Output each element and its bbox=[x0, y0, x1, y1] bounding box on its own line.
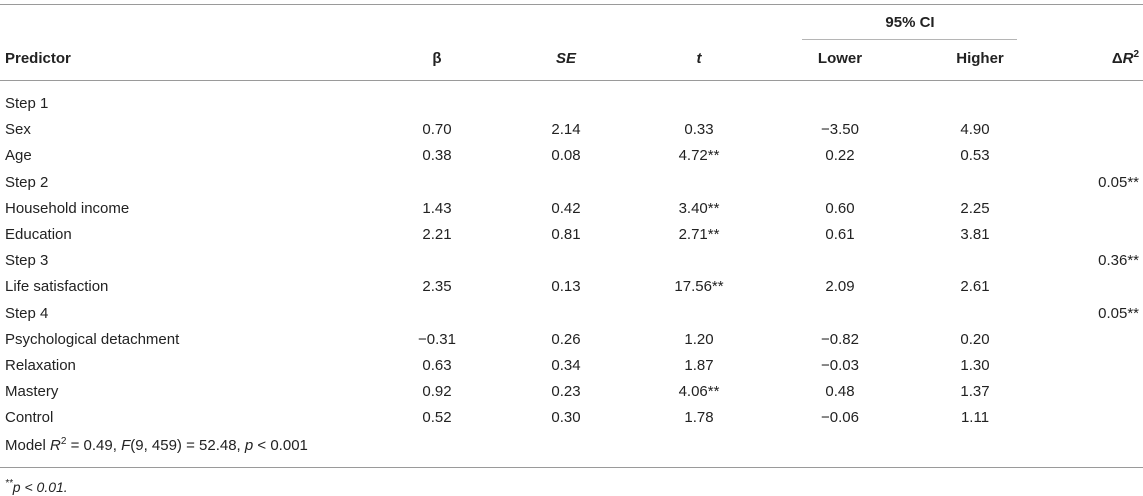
se-cell: 0.13 bbox=[551, 278, 581, 295]
lower-ci-cell: 0.60 bbox=[825, 200, 855, 217]
predictor-cell: Education bbox=[5, 226, 72, 243]
lower-ci-cell: 0.61 bbox=[825, 226, 855, 243]
column-header-delta-r2: $\Delta R^2$ bbox=[1111, 49, 1139, 67]
se-cell: 2.14 bbox=[551, 121, 581, 138]
lower-ci-cell: −3.50 bbox=[821, 121, 859, 138]
column-header-se: SE bbox=[555, 50, 577, 67]
se-cell: 0.08 bbox=[551, 147, 581, 164]
beta-cell: 2.35 bbox=[422, 278, 452, 295]
t-cell: 4.06** bbox=[678, 383, 720, 400]
column-header-beta: β bbox=[432, 50, 442, 67]
beta-cell: 0.63 bbox=[422, 357, 452, 374]
predictor-cell: Control bbox=[5, 409, 54, 426]
predictor-cell: Age bbox=[5, 147, 32, 164]
column-header-lower: Lower bbox=[817, 50, 863, 67]
beta-cell: 1.43 bbox=[422, 200, 452, 217]
t-cell: 2.71** bbox=[678, 226, 720, 243]
delta-r2-cell: 0.05** bbox=[1098, 305, 1139, 322]
t-cell: 17.56** bbox=[674, 278, 724, 295]
lower-ci-cell: −0.03 bbox=[821, 357, 859, 374]
predictor-cell: Step 2 bbox=[5, 174, 49, 191]
predictor-cell: Step 4 bbox=[5, 305, 49, 322]
se-cell: 0.26 bbox=[551, 331, 581, 348]
se-cell: 0.30 bbox=[551, 409, 581, 426]
se-cell: 0.23 bbox=[551, 383, 581, 400]
predictor-cell: Sex bbox=[5, 121, 31, 138]
se-cell: 0.81 bbox=[551, 226, 581, 243]
t-cell: 1.87 bbox=[684, 357, 714, 374]
beta-cell: 0.52 bbox=[422, 409, 452, 426]
lower-ci-cell: 0.48 bbox=[825, 383, 855, 400]
t-cell: 1.78 bbox=[684, 409, 714, 426]
t-cell: 4.72** bbox=[678, 147, 720, 164]
predictor-cell: Psychological detachment bbox=[5, 331, 180, 348]
higher-ci-cell: 0.20 bbox=[960, 331, 990, 348]
higher-ci-cell: 1.11 bbox=[960, 409, 990, 426]
lower-ci-cell: −0.82 bbox=[821, 331, 859, 348]
lower-ci-cell: 2.09 bbox=[825, 278, 855, 295]
table-top-rule bbox=[0, 4, 1143, 5]
column-header-predictor: Predictor bbox=[5, 50, 71, 67]
predictor-cell: Step 1 bbox=[5, 95, 49, 112]
se-cell: 0.42 bbox=[551, 200, 581, 217]
predictor-cell: Life satisfaction bbox=[5, 278, 109, 295]
higher-ci-cell: 1.30 bbox=[960, 357, 990, 374]
beta-cell: 0.92 bbox=[422, 383, 452, 400]
predictor-cell: Mastery bbox=[5, 383, 59, 400]
column-header-t: t bbox=[696, 50, 702, 67]
higher-ci-cell: 2.61 bbox=[960, 278, 990, 295]
beta-cell: 0.70 bbox=[422, 121, 452, 138]
se-cell: 0.34 bbox=[551, 357, 581, 374]
predictor-cell: Household income bbox=[5, 200, 130, 217]
delta-r2-cell: 0.05** bbox=[1098, 174, 1139, 191]
lower-ci-cell: 0.22 bbox=[825, 147, 855, 164]
predictor-cell: Relaxation bbox=[5, 357, 76, 374]
beta-cell: 0.38 bbox=[422, 147, 452, 164]
significance-footnote: **p < 0.01. bbox=[5, 478, 68, 495]
table-bottom-rule bbox=[0, 467, 1143, 468]
higher-ci-cell: 0.53 bbox=[960, 147, 990, 164]
higher-ci-cell: 2.25 bbox=[960, 200, 990, 217]
predictor-cell: Step 3 bbox=[5, 252, 49, 269]
model-summary: Model $R^2 = 0.49$, F(9, 459) = 52.48, p < 0.001 bbox=[5, 436, 308, 454]
higher-ci-cell: 3.81 bbox=[960, 226, 990, 243]
ci-group-header: 95% CI bbox=[885, 14, 935, 31]
t-cell: 0.33 bbox=[684, 121, 714, 138]
beta-cell: −0.31 bbox=[418, 331, 456, 348]
lower-ci-cell: −0.06 bbox=[821, 409, 859, 426]
beta-cell: 2.21 bbox=[422, 226, 452, 243]
column-header-higher: Higher bbox=[956, 50, 1004, 67]
header-bottom-rule bbox=[0, 80, 1143, 81]
t-cell: 1.20 bbox=[684, 331, 714, 348]
higher-ci-cell: 4.90 bbox=[960, 121, 990, 138]
ci-header-rule bbox=[802, 39, 1017, 40]
t-cell: 3.40** bbox=[678, 200, 720, 217]
delta-r2-cell: 0.36** bbox=[1098, 252, 1139, 269]
higher-ci-cell: 1.37 bbox=[960, 383, 990, 400]
